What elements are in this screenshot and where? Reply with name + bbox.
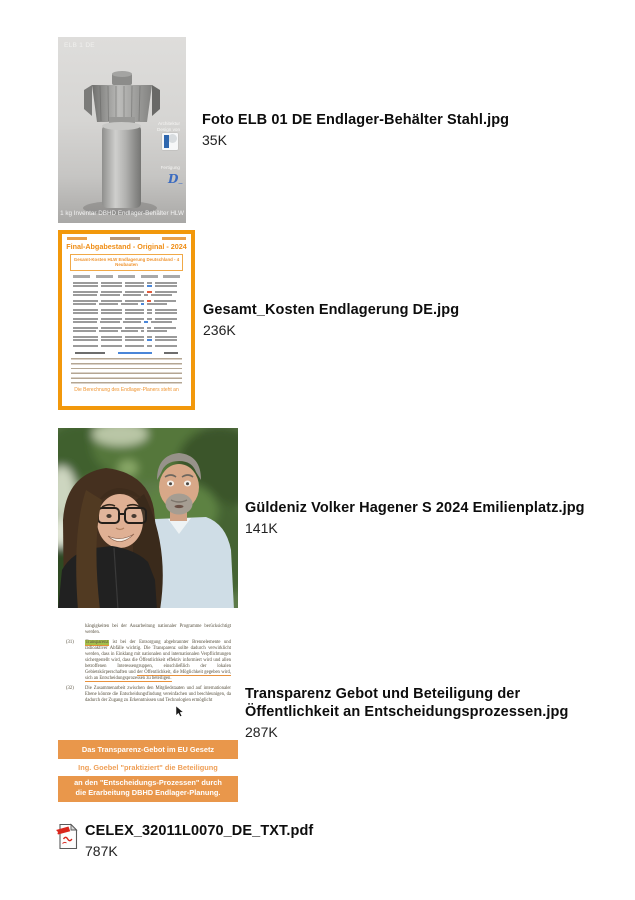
file-name-link[interactable]: Gesamt_Kosten Endlagerung DE.jpg <box>203 302 460 319</box>
table-text-bar <box>125 339 144 341</box>
table-text-bar <box>155 339 177 341</box>
table-text-bar <box>100 294 120 296</box>
table-text-bar <box>121 303 138 305</box>
file-label-block <box>85 822 313 860</box>
attachment-row-foto-elb <box>58 37 635 223</box>
cost-table-row <box>73 282 180 284</box>
table-text-bar <box>147 312 152 314</box>
table-text-bar <box>73 282 98 284</box>
table-text-bar <box>155 285 177 287</box>
pdf-file-icon[interactable] <box>56 823 78 850</box>
file-size: 236K <box>203 321 236 338</box>
orange-banner-transparenz-gebot: Das Transparenz-Gebot im EU Gesetz <box>58 740 238 759</box>
header-text-bar <box>67 237 87 240</box>
table-text-bar <box>147 282 152 284</box>
row-gap <box>73 348 180 351</box>
attachment-row-celex-pdf <box>58 822 635 860</box>
cost-table-row <box>73 309 180 311</box>
table-text-bar <box>73 294 97 296</box>
photo-credit-fertigung: Fertigung <box>160 165 180 170</box>
architect-logo <box>162 133 178 150</box>
recital-31-paragraph: (31) Transparenz ist bei der Entsorgung abgebrannter Brennelemente und radioaktiver Abfälle wichtig. Die Transparenz sollte dadurch verwirklicht werden, dass in Einklang mit nationalen und internationalen Verpflichtungen sichergestellt wird, dass die Öffentlichkeit effektiv informiert wird und allen betroffenen Interessengruppen, einschließlich der lokalen Gebietskörperschaften und der Öffentlichkeit, die Möglichkeit gegeben wird, sich an Entscheidungsprozessen zu beteiligen. <box>66 639 231 681</box>
table-text-bar <box>123 294 141 296</box>
cost-table-row <box>73 339 180 341</box>
table-text-bar <box>155 282 177 284</box>
cost-table-row <box>73 285 180 287</box>
cost-table-title: Final-Abgabestand - Original - 2024 <box>66 241 187 251</box>
table-text-bar <box>101 285 122 287</box>
table-text-bar <box>73 291 98 293</box>
table-text-bar <box>100 321 120 323</box>
manufacturer-script-logo: D͜ ͟ <box>167 172 180 186</box>
table-text-bar <box>73 345 98 347</box>
mouse-cursor-icon <box>176 706 184 717</box>
table-text-bar <box>125 282 144 284</box>
cost-table-rows <box>73 282 180 351</box>
table-text-bar <box>121 330 138 332</box>
table-text-bar <box>73 285 98 287</box>
file-name-link[interactable]: CELEX_32011L0070_DE_TXT.pdf <box>85 823 314 839</box>
cost-table-footnote-paragraph <box>71 357 182 385</box>
cost-table-column-headers <box>73 275 180 278</box>
recital-number: (31) <box>66 639 74 645</box>
highlighted-word-transparenz: Transparenz <box>85 639 109 645</box>
table-text-bar <box>73 309 98 311</box>
cost-table-row <box>73 294 180 296</box>
file-label-block <box>203 301 459 339</box>
attachment-row-emilienplatz <box>58 428 635 608</box>
table-text-bar <box>101 345 122 347</box>
orange-banner-entscheidungs-prozessen: an den "Entscheidungs-Prozessen" durch die Erarbeitung DBHD Endlager-Planung. <box>58 776 238 802</box>
table-text-bar <box>73 330 96 332</box>
table-text-bar <box>144 294 148 296</box>
table-text-bar <box>101 339 122 341</box>
orange-text-line-goebel: Ing. Goebel "praktiziert" die Beteiligung <box>58 759 238 776</box>
table-text-bar <box>155 345 177 347</box>
photo-bottom-caption: 1 kg Inventar DBHD Endlager-Behälter HLW <box>60 210 184 217</box>
table-text-bar <box>125 312 144 314</box>
table-text-bar <box>125 291 144 293</box>
two-people-photo-illustration <box>58 428 238 608</box>
attachment-row-kosten <box>58 230 635 410</box>
table-text-bar <box>125 336 144 338</box>
architect-logo-circle <box>168 134 177 143</box>
table-text-bar <box>73 303 96 305</box>
table-text-bar <box>147 327 151 329</box>
table-text-bar <box>101 318 122 320</box>
file-label-block <box>245 685 590 741</box>
cost-table-row <box>73 345 180 347</box>
table-text-bar <box>151 294 172 296</box>
file-label-block <box>202 111 509 149</box>
table-text-bar <box>155 312 177 314</box>
table-text-bar <box>144 321 148 323</box>
table-text-bar <box>101 309 122 311</box>
table-text-bar <box>123 321 141 323</box>
table-text-bar <box>154 300 176 302</box>
cost-table-row <box>73 336 180 338</box>
file-name-link[interactable]: Foto ELB 01 DE Endlager-Behälter Stahl.jpg <box>202 112 510 129</box>
recital-number: (32) <box>66 685 74 691</box>
photo-corner-label: ELB 1 DE <box>64 42 95 49</box>
table-text-bar <box>155 291 177 293</box>
table-text-bar <box>147 339 152 341</box>
table-text-bar <box>141 303 144 305</box>
table-text-bar <box>101 300 122 302</box>
thumbnail-cost-table-document[interactable] <box>58 230 195 410</box>
file-label-block <box>245 499 585 537</box>
cost-table-total-row <box>75 352 178 355</box>
table-text-bar <box>73 339 98 341</box>
table-text-bar <box>147 330 167 332</box>
recital-32-paragraph: (32) Die Zusammenarbeit zwischen den Mitgliedstaaten und auf internationaler Ebene könnte die Entscheidungsfindung vereinfachen und beschleunigen, da dadurch der Zugang zu Erkenntnissen und Technologien ermöglicht <box>66 685 231 703</box>
cost-table-subtitle: Gesamt-Kosten HLW Endlagerung Deutschland - 4 Neubauten <box>70 254 183 271</box>
cost-table-row <box>73 300 180 302</box>
table-text-bar <box>151 321 172 323</box>
file-name-link[interactable]: Güldeniz Volker Hagener S 2024 Emilienplatz.jpg <box>245 500 585 517</box>
table-text-bar <box>99 330 118 332</box>
table-text-bar <box>73 321 97 323</box>
attachment-row-transparenz <box>58 618 635 808</box>
cost-table-row <box>73 318 180 320</box>
table-text-bar <box>141 330 144 332</box>
eu-directive-text-block <box>58 618 238 740</box>
table-text-bar <box>99 303 118 305</box>
photo-credit-design: Architektur Design von <box>157 121 180 132</box>
table-text-bar <box>154 327 176 329</box>
file-size: 35K <box>202 131 227 148</box>
table-text-bar <box>147 309 152 311</box>
table-text-bar <box>147 336 152 338</box>
table-text-bar <box>155 336 177 338</box>
cost-table-header-strip <box>67 237 186 240</box>
file-size: 141K <box>245 519 278 536</box>
thumbnail-steel-container-photo[interactable] <box>58 37 186 223</box>
table-text-bar <box>147 300 151 302</box>
file-name-link[interactable]: Transparenz Gebot und Beteiligung der Öffentlichkeit an Entscheidungsprozessen.jpg <box>245 685 569 721</box>
cost-table-row <box>73 303 180 305</box>
table-text-bar <box>147 291 152 293</box>
table-text-bar <box>101 336 122 338</box>
table-text-bar <box>125 318 144 320</box>
cost-table-row <box>73 327 180 329</box>
table-text-bar <box>101 282 122 284</box>
table-text-bar <box>73 312 98 314</box>
table-text-bar <box>125 345 144 347</box>
intro-paragraph: hängigkeiten bei der Ausarbeitung nationaler Programme berücksichtigt werden. <box>85 624 231 635</box>
cost-table-row <box>73 321 180 323</box>
cost-table-footer-line: Die Berechnung des Endlager-Planers steht an <box>74 387 179 393</box>
architect-logo-bar <box>164 135 169 148</box>
table-text-bar <box>155 309 177 311</box>
table-text-bar <box>73 336 98 338</box>
cost-table-row <box>73 312 180 314</box>
thumbnail-transparenz-document[interactable] <box>58 618 238 808</box>
table-text-bar <box>101 312 122 314</box>
cost-table-row <box>73 291 180 293</box>
table-text-bar <box>73 318 98 320</box>
cost-table-row <box>73 330 180 332</box>
table-text-bar <box>125 285 144 287</box>
header-text-bar <box>110 237 140 240</box>
thumbnail-people-photo[interactable] <box>58 428 238 608</box>
table-text-bar <box>147 318 152 320</box>
table-text-bar <box>101 291 122 293</box>
table-text-bar <box>73 327 98 329</box>
table-text-bar <box>125 309 144 311</box>
table-text-bar <box>147 303 167 305</box>
table-text-bar <box>147 345 152 347</box>
table-text-bar <box>101 327 122 329</box>
table-text-bar <box>155 318 177 320</box>
table-text-bar <box>125 300 144 302</box>
table-text-bar <box>125 327 144 329</box>
table-text-bar <box>73 300 98 302</box>
file-size: 287K <box>245 723 278 740</box>
orange-underlined-phrase: der Öffentlichkeit, die Möglichkeit gegeben wird, sich an Entscheidungsprozessen zu beteiligen. <box>85 669 231 681</box>
table-text-bar <box>147 285 152 287</box>
file-size: 787K <box>85 842 118 859</box>
header-text-bar <box>162 237 186 240</box>
